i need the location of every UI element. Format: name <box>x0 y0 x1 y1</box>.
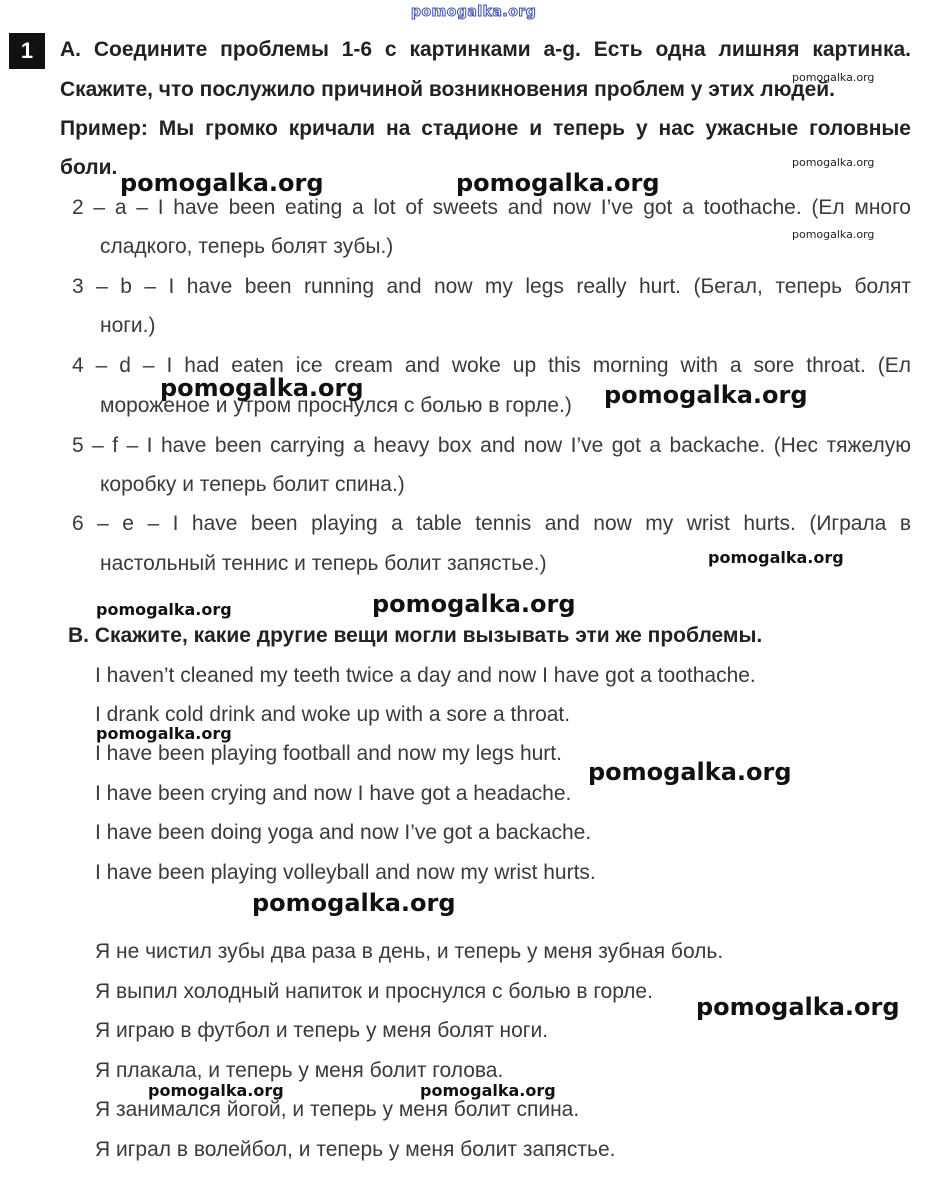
part-a-title-line-1: A. Соедините проблемы 1-6 с картинками a-g. Есть одна лишняя картинка. <box>60 38 911 61</box>
russian-sentence-5: Я занимался йогой, и теперь у меня болит спина. <box>95 1098 580 1121</box>
russian-sentence-6: Я играл в волейбол, и теперь у меня болит запястье. <box>95 1138 616 1161</box>
english-sentence-3: I have been playing football and now my legs hurt. <box>95 742 562 765</box>
english-sentence-2: I drank cold drink and woke up with a sore a throat. <box>95 703 571 726</box>
watermark: pomogalka.org <box>420 1081 556 1100</box>
watermark: pomogalka.org <box>120 169 324 197</box>
watermark: pomogalka.org <box>792 156 875 169</box>
answer-2-line-1: 2 – a – I have been eating a lot of sweets and now I’ve got a toothache. (Ел много <box>72 196 911 219</box>
watermark: pomogalka.org <box>792 71 875 84</box>
header-watermark: pomogalka.org <box>411 4 537 20</box>
answer-5-line-1: 5 – f – I have been carrying a heavy box and now I’ve got a backache. (Нес тяжелую <box>72 434 911 457</box>
watermark: pomogalka.org <box>604 381 808 409</box>
answer-6-line-1: 6 – e – I have been playing a table tennis and now my wrist hurts. (Играла в <box>72 512 911 535</box>
english-sentence-6: I have been playing volleyball and now my wrist hurts. <box>95 861 596 884</box>
watermark: pomogalka.org <box>588 758 792 786</box>
answer-6-line-2: настольный теннис и теперь болит запястье.) <box>100 552 547 575</box>
answer-3-line-1: 3 – b – I have been running and now my legs really hurt. (Бегал, теперь болят <box>72 275 911 298</box>
watermark: pomogalka.org <box>160 374 364 402</box>
russian-sentence-2: Я выпил холодный напиток и проснулся с болью в горле. <box>95 980 653 1003</box>
watermark: pomogalka.org <box>252 889 456 917</box>
part-a-title-line-2: Скажите, что послужило причиной возникновения проблем у этих людей. <box>60 78 836 101</box>
answer-4-line-2: мороженое и утром проснулся с болью в горле.) <box>100 394 572 417</box>
part-a-title-line-3: Пример: Мы громко кричали на стадионе и теперь у нас ужасные головные <box>60 117 911 140</box>
part-a-title-line-4: боли. <box>60 156 118 179</box>
answer-2-line-2: сладкого, теперь болят зубы.) <box>100 235 394 258</box>
watermark: pomogalka.org <box>696 993 900 1021</box>
russian-sentence-3: Я играю в футбол и теперь у меня болят ноги. <box>95 1019 549 1042</box>
russian-sentence-4: Я плакала, и теперь у меня болит голова. <box>95 1059 504 1082</box>
part-b-title: B. Скажите, какие другие вещи могли вызывать эти же проблемы. <box>68 624 763 647</box>
russian-sentence-1: Я не чистил зубы два раза в день, и теперь у меня зубная боль. <box>95 940 724 963</box>
english-sentence-5: I have been doing yoga and now I’ve got a backache. <box>95 821 592 844</box>
watermark: pomogalka.org <box>708 548 844 567</box>
answer-4-line-1: 4 – d – I had eaten ice cream and woke up this morning with a sore throat. (Ел <box>72 354 911 377</box>
english-sentence-4: I have been crying and now I have got a headache. <box>95 782 572 805</box>
exercise-number-badge: 1 <box>9 33 45 69</box>
watermark: pomogalka.org <box>792 228 875 241</box>
answer-3-line-2: ноги.) <box>100 314 156 337</box>
watermark: pomogalka.org <box>96 600 232 619</box>
english-sentence-1: I haven’t cleaned my teeth twice a day and now I have got a toothache. <box>95 664 756 687</box>
watermark: pomogalka.org <box>148 1081 284 1100</box>
watermark: pomogalka.org <box>96 724 232 743</box>
watermark: pomogalka.org <box>372 590 576 618</box>
answer-5-line-2: коробку и теперь болит спина.) <box>100 473 405 496</box>
watermark: pomogalka.org <box>456 169 660 197</box>
